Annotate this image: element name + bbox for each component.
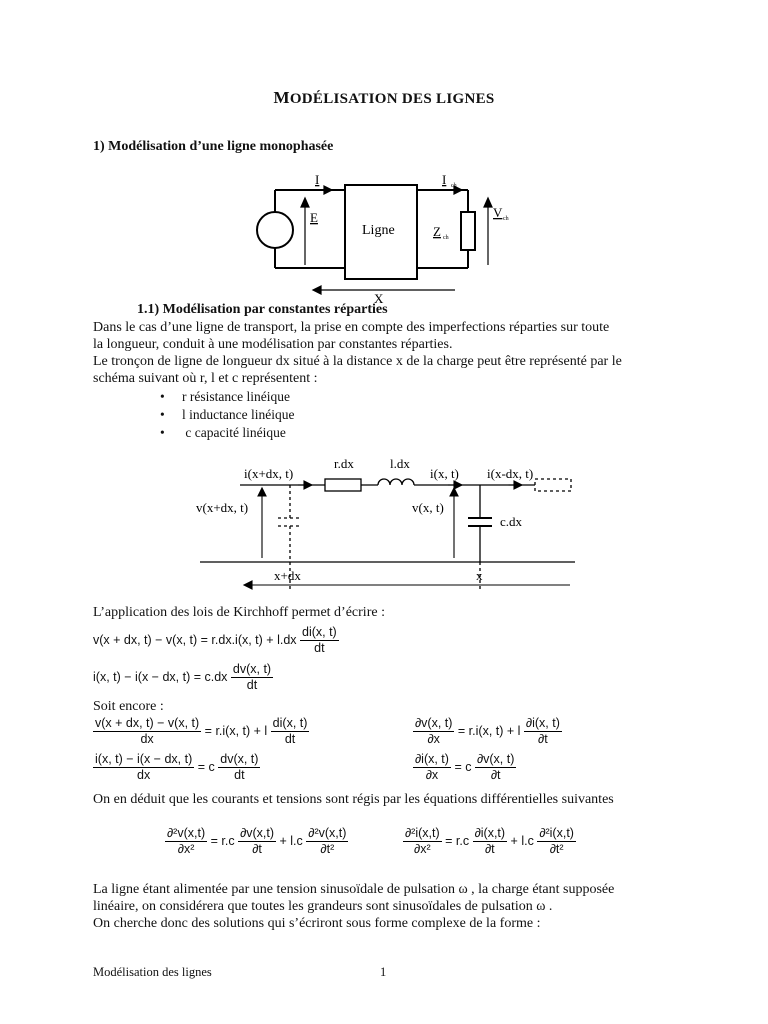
fig2-i-mid: i(x, t) (430, 466, 459, 481)
bullet-dot-icon: • (160, 425, 165, 440)
bullet-dot-icon: • (160, 389, 165, 404)
fig2-i-left: i(x+dx, t) (244, 466, 294, 481)
load-impedance (461, 212, 475, 250)
fig1-I: I (315, 172, 320, 187)
equation-3: $\frac{v(x + dx, t) - v(x, t)}{dx}$ = r.i(x, t) + l $\frac{di(x, t)}{dt}$ (95, 716, 308, 746)
equation-5: $\frac{\partial v(x, t)}{\partial x}$ = r.i(x, t) + l $\frac{\partial i(x, t)}{\partial t}$ (415, 716, 560, 746)
fig2-x-left: x+dx (274, 568, 301, 583)
fig2-v-left: v(x+dx, t) (196, 500, 249, 515)
fig1-Vch-sub: ch (503, 216, 509, 222)
fig1-Ich: I (442, 172, 447, 187)
fig1-box-label: Ligne (362, 223, 395, 238)
fig2-l-dx: l.dx (390, 456, 410, 471)
fig2-v-mid: v(x, t) (412, 500, 444, 515)
fig1-Ich-sub: ch (451, 183, 457, 189)
paragraph-line-4: schéma suivant où r, l et c représentent : (93, 371, 318, 386)
paragraph2-line-3: On cherche donc des solutions qui s’écriront sous forme complexe de la forme : (93, 916, 541, 931)
fig1-Zch: Z (433, 224, 441, 239)
soit-encore: Soit encore : (93, 699, 164, 714)
paragraph2-line-2: linéaire, on considérera que toutes les grandeurs sont sinusoïdales de pulsation ω . (93, 899, 553, 914)
kirchhoff-intro: L’application des lois de Kirchhoff permet d’écrire : (93, 605, 385, 620)
resistor-symbol (325, 479, 361, 491)
equation-2: i(x, t) − i(x − dx, t) = c.dx $\frac{dv(x, t)}{dt}$ (93, 662, 272, 692)
wave-equation-v: $\frac{\text{∂²v(x,t)}}{\text{∂x²}}$ = r.c $\frac{\partial v(x,t)}{\partial t}$ + l.c $\frac{\text{∂²v(x,t)}}{\text{∂t²}}$ (167, 826, 347, 856)
bullet-dot-icon: • (160, 407, 165, 422)
paragraph-line-1: Dans le cas d’une ligne de transport, la prise en compte des imperfections réparties sur toute (93, 320, 610, 335)
page-number: 1 (380, 965, 387, 979)
paragraph-line-2: la longueur, conduit à une modélisation par constantes réparties. (93, 337, 453, 352)
fig2-c-dx: c.dx (500, 514, 523, 529)
wave-equation-i: $\frac{\text{∂²i(x,t)}}{\text{∂x²}}$ = r.c $\frac{\partial i(x,t)}{\partial t}$ + l.c $\frac{\text{∂²i(x,t)}}{\text{∂t²}}$ (405, 826, 574, 856)
paragraph2-line-1: La ligne étant alimentée par une tension sinusoïdale de pulsation ω , la charge étant supposée (93, 882, 615, 897)
bullet-item: • r résistance linéique (160, 389, 290, 404)
section-heading-1: 1) Modélisation d’une ligne monophasée (93, 139, 334, 154)
document-title (0, 88, 768, 108)
bullet-item: • c capacité linéique (160, 425, 286, 440)
deduit-text: On en déduit que les courants et tensions sont régis par les équations différentielles suivantes (93, 792, 614, 807)
title-rest: ODÉLISATION DES LIGNES (289, 91, 495, 107)
equation-6: $\frac{\partial i(x, t)}{\partial x}$ = c $\frac{\partial v(x, t)}{\partial t}$ (415, 752, 515, 782)
fig1-E: E (310, 210, 318, 225)
paragraph-line-3: Le tronçon de ligne de longueur dx situé à la distance x de la charge peut être représenté par le (93, 354, 622, 369)
fig2-x-right: x (476, 568, 483, 583)
inductor-symbol (378, 479, 414, 485)
line-block-diagram (250, 170, 530, 305)
title-first-letter: M (273, 88, 290, 107)
equation-4: $\frac{i(x, t) - i(x - dx, t)}{dx}$ = c $\frac{dv(x, t)}{dt}$ (95, 752, 259, 782)
footer-title: Modélisation des lignes (93, 965, 212, 979)
fig2-i-right: i(x-dx, t) (487, 466, 534, 481)
voltage-source-icon (257, 212, 293, 248)
fig1-Zch-sub: ch (443, 235, 449, 241)
fig1-Vch: V (493, 205, 503, 220)
distributed-line-schematic (190, 450, 590, 600)
fig2-r-dx: r.dx (334, 456, 354, 471)
fig1-X: X (374, 291, 384, 305)
section-heading-1-1: 1.1) Modélisation par constantes réparties (137, 302, 388, 317)
bullet-item: • l inductance linéique (160, 407, 295, 422)
equation-1: v(x + dx, t) − v(x, t) = r.dx.i(x, t) + l.dx $\frac{di(x, t)}{dt}$ (93, 625, 337, 655)
